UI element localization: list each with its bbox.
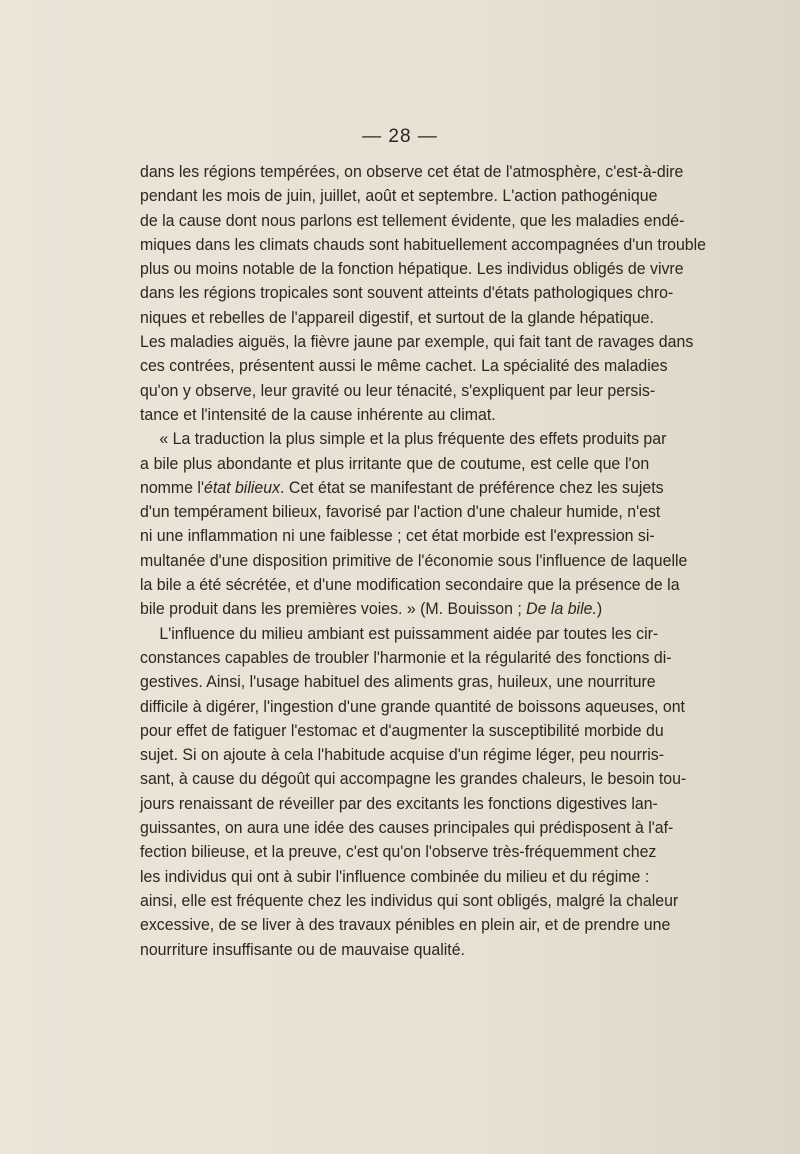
text-line: niques et rebelles de l'appareil digestif, et surtout de la glande hépatique. [140,308,654,327]
text-line: d'un tempérament bilieux, favorisé par l'action d'une chaleur humide, n'est [140,503,661,522]
text-line: de la cause dont nous parlons est tellement évidente, que les maladies endé- [140,211,685,230]
text-line: fection bilieuse, et la preuve, c'est qu'on l'observe très-fréquemment chez [140,843,657,862]
text-line: ainsi, elle est fréquente chez les individus qui sont obligés, malgré la chaleur [140,891,679,910]
text-line: dans les régions tempérées, on observe cet état de l'atmosphère, c'est-à-dire [140,163,684,181]
text-line: miques dans les climats chauds sont habituellement accompagnées d'un trouble [140,235,707,254]
text-line: jours renaissant de réveiller par des excitants les fonctions digestives lan- [140,794,658,813]
text-line: multanée d'une disposition primitive de l'économie sous l'influence de laquelle [140,551,688,570]
text-line: guissantes, on aura une idée des causes principales qui prédisposent à l'af- [140,819,674,838]
text-line: constances capables de troubler l'harmonie et la régularité des fonctions di- [140,648,672,667]
text-line: les individus qui ont à subir l'influence combinée du milieu et du régime : [140,867,650,886]
text-line: plus ou moins notable de la fonction hépatique. Les individus obligés de vivre [140,260,684,279]
text-line: Les maladies aiguës, la fièvre jaune par exemple, qui fait tant de ravages dans [140,333,694,352]
text-line: ces contrées, présentent aussi le même cachet. La spécialité des maladies [140,357,668,376]
text-line: excessive, de se liver à des travaux pénibles en plein air, et de prendre une [140,916,671,935]
body-text [140,160,707,962]
text-line: difficile à digérer, l'ingestion d'une grande quantité de boissons aqueuses, ont [140,697,685,716]
text-line: qu'on y observe, leur gravité ou leur ténacité, s'expliquent par leur persis- [140,381,656,400]
text-line: sant, à cause du dégoût qui accompagne les grandes chaleurs, le besoin tou- [140,770,687,789]
paragraph [140,427,688,621]
text-line: nourriture insuffisante ou de mauvaise qualité. [140,940,465,959]
text-line: la bile a été sécrétée, et d'une modification secondaire que la présence de la [140,576,680,595]
text-line: nomme l'état bilieux. Cet état se manifestant de préférence chez les sujets [140,478,664,497]
text-line: dans les régions tropicales sont souvent atteints d'états pathologiques chro- [140,284,674,303]
text-line: bile produit dans les premières voies. » (M. Bouisson ; De la bile.) [140,600,603,619]
text-line: a bile plus abondante et plus irritante que de coutume, est celle que l'on [140,454,650,473]
text-line: gestives. Ainsi, l'usage habituel des aliments gras, huileux, une nourriture [140,673,656,692]
text-line: L'influence du milieu ambiant est puissamment aidée par toutes les cir- [159,624,659,643]
text-line: ni une inflammation ni une faiblesse ; cet état morbide est l'expression si- [140,527,655,546]
paragraph [140,160,707,427]
paragraph [140,622,687,962]
text-line: pour effet de fatiguer l'estomac et d'augmenter la susceptibilité morbide du [140,721,664,740]
text-line: tance et l'intensité de la cause inhérente au climat. [140,405,496,424]
text-line: « La traduction la plus simple et la plus fréquente des effets produits par [159,430,667,449]
text-line: sujet. Si on ajoute à cela l'habitude acquise d'un régime léger, peu nourris- [140,746,664,765]
page-number: — 28 — [362,126,438,147]
text-line: pendant les mois de juin, juillet, août et septembre. L'action pathogénique [140,187,658,206]
